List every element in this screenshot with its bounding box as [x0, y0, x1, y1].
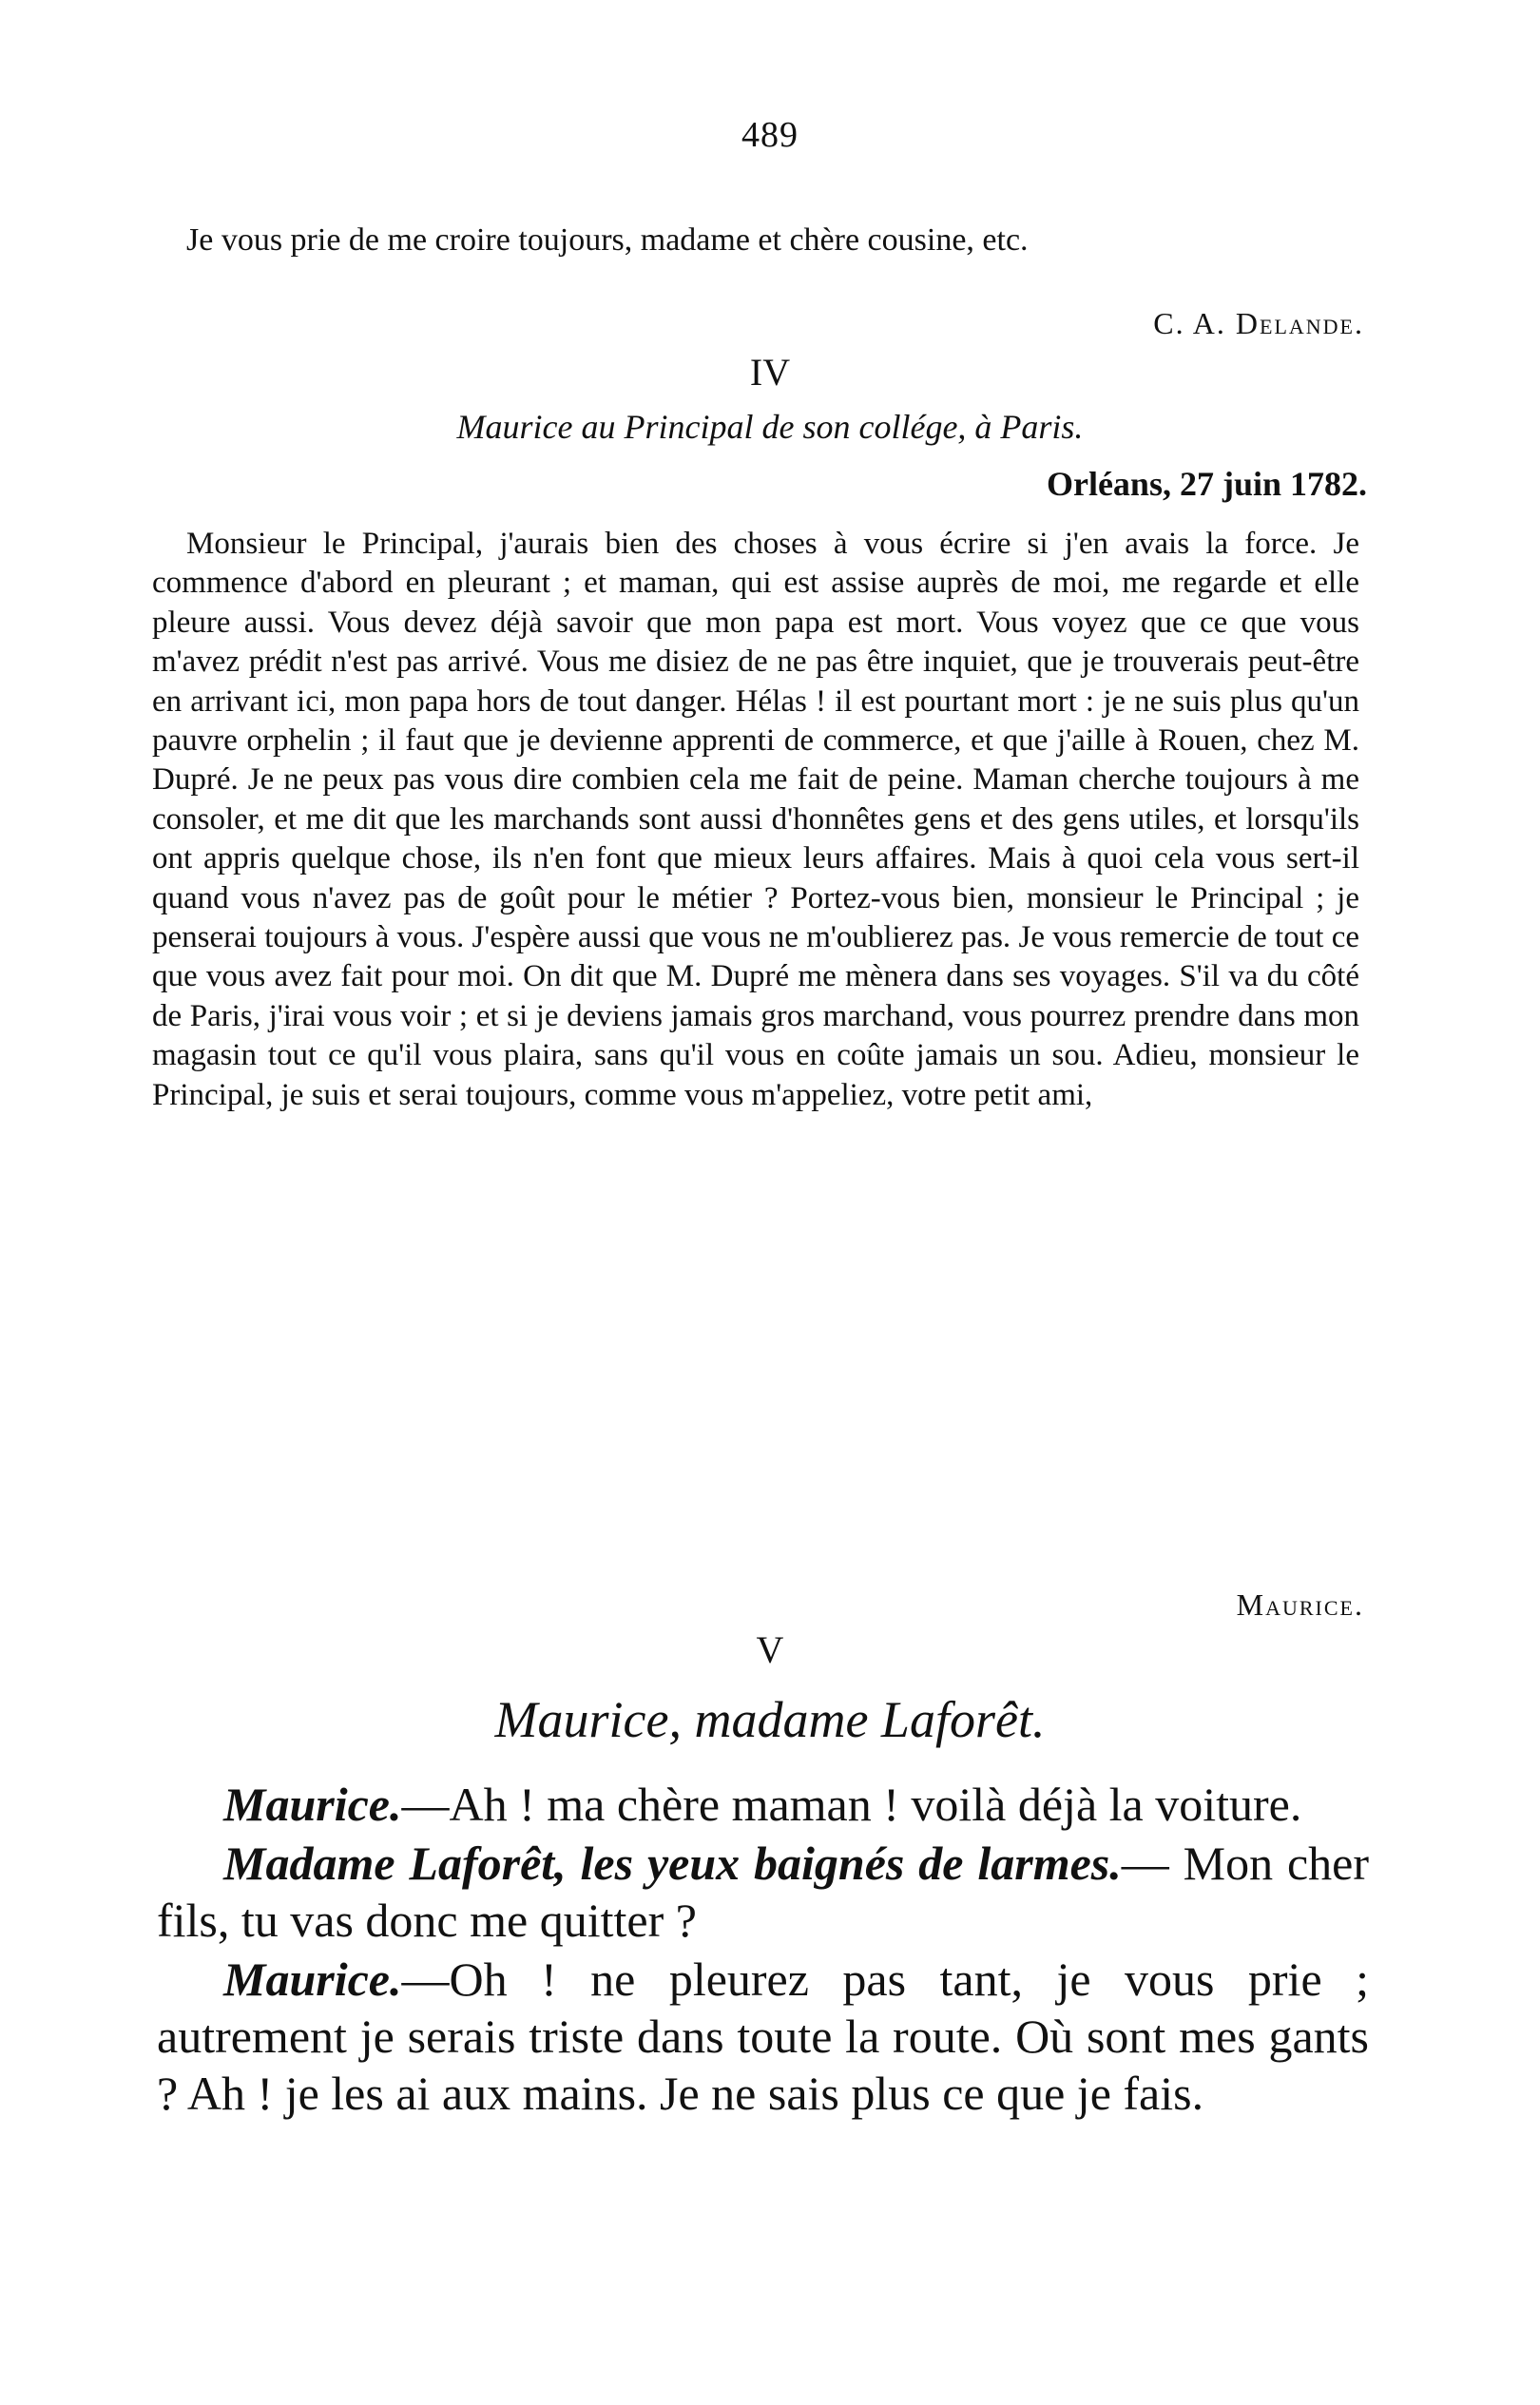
dialogue-speaker: Madame Laforêt, les yeux baignés de larmes. [223, 1837, 1122, 1890]
dialogue-speaker: Maurice. [223, 1778, 402, 1831]
page-number: 489 [741, 115, 799, 155]
closing-text: Je vous prie de me croire toujours, madame et chère cousine, etc. [186, 222, 1029, 258]
closing-paragraph [152, 221, 1359, 260]
section-v-numeral: V [756, 1628, 784, 1671]
signature-delande: C. A. Delande. [1153, 306, 1364, 340]
dialogue-text: — Mon cher fils, tu vas donc me quitter ? [157, 1837, 1369, 1947]
dialogue-speaker: Maurice. [223, 1953, 402, 2006]
dialogue-text: —Ah ! ma chère maman ! voilà déjà la voiture. [401, 1778, 1302, 1831]
letter-body [152, 525, 1359, 1115]
section-iv-numeral: IV [749, 351, 791, 394]
section-iv-dateline: Orléans, 27 juin 1782. [1046, 465, 1367, 503]
dialogue-line [157, 1951, 1369, 2122]
dialogue-text: —Oh ! ne pleurez pas tant, je vous prie ; autrement je serais triste dans toute la route. Où sont mes gants ? Ah ! je les ai aux mains. Je ne sais plus ce que je fais. [157, 1953, 1369, 2120]
dialogue-line [157, 1776, 1369, 1833]
letter-text: Monsieur le Principal, j'aurais bien des choses à vous écrire si j'en avais la force. Je commence d'abord en pleurant ; et maman, qui est assise auprès de moi, me regarde et elle pleure aussi. Vous devez déjà savoir que mon papa est mort. Vous voyez que ce que vous m'avez prédit n'est pas arrivé. Vous me disiez de ne pas être inquiet, que je trouverais peut-être en arrivant ici, mon papa hors de tout danger. Hélas ! il est pourtant mort : je ne suis plus qu'un pauvre orphelin ; il faut que je devienne apprenti de commerce, et que j'aille à Rouen, chez M. Dupré. Je ne peux pas vous dire combien cela me fait de peine. Maman cherche toujours à me consoler, et me dit que les marchands sont aussi d'honnêtes gens et des gens utiles, et lorsqu'ils ont appris quelque chose, ils n'en font que mieux leurs affaires. Mais à quoi cela vous sert-il quand vous n'avez pas de goût pour le métier ? Portez-vous bien, monsieur le Principal ; je penserai toujours à vous. J'espère aussi que vous ne m'oublierez pas. Je vous remercie de tout ce que vous avez fait pour moi. On dit que M. Dupré me mènera dans ses voyages. S'il va du côté de Paris, j'irai vous voir ; et si je deviens jamais gros marchand, vous pourrez prendre dans mon magasin tout ce qu'il vous plaira, sans qu'il vous en coûte jamais un sou. Adieu, monsieur le Principal, je suis et serai toujours, comme vous m'appeliez, votre petit ami, [152, 527, 1359, 1112]
signature-maurice: Maurice. [1236, 1587, 1364, 1622]
dialogue-line [157, 1835, 1369, 1949]
section-iv-title: Maurice au Principal de son collége, à Paris. [456, 408, 1084, 446]
section-v-title: Maurice, madame Laforêt. [494, 1691, 1046, 1748]
dialogue-block [157, 1776, 1369, 2124]
